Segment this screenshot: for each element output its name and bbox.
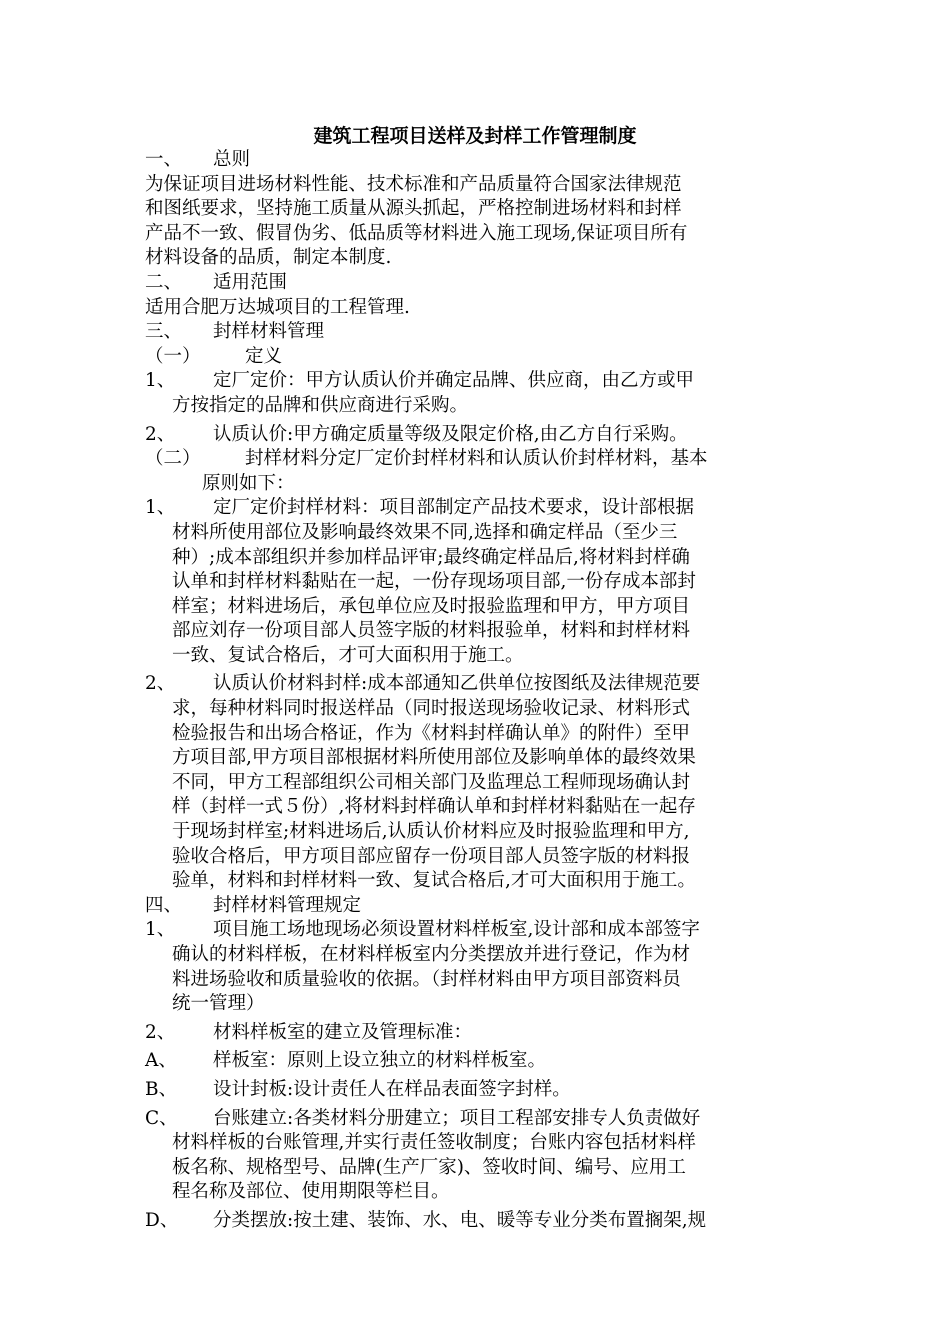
subsection-heading xyxy=(145,447,805,472)
section-heading xyxy=(145,894,805,919)
list-item xyxy=(145,1021,805,1046)
list-item xyxy=(145,1078,805,1103)
list-continuation: 确认的材料样板，在材料样板室内分类摆放并进行登记，作为材 xyxy=(172,944,691,965)
subsection-number: （二） xyxy=(145,448,201,470)
list-text: 设计封板:设计责任人在样品表面签字封样。 xyxy=(213,1078,571,1100)
list-text: 定厂定价：甲方认质认价并确定品牌、供应商，由乙方或甲 xyxy=(213,370,695,392)
section-title: 封样材料管理 xyxy=(213,321,325,343)
list-text: 项目施工场地现场必须设置材料样板室,设计部和成本部签字 xyxy=(213,919,700,941)
list-number: 2、 xyxy=(145,673,176,695)
list-text: 材料样板室的建立及管理标准： xyxy=(213,1021,473,1043)
section-number: 一、 xyxy=(145,149,183,170)
section-heading xyxy=(145,271,805,296)
list-item xyxy=(145,1107,805,1132)
list-text: 认质认价:甲方确定质量等级及限定价格,由乙方自行采购。 xyxy=(213,423,688,445)
section-number: 三、 xyxy=(145,321,183,343)
list-continuation: 样室；材料进场后，承包单位应及时报验监理和甲方，甲方项目 xyxy=(172,595,691,617)
list-continuation: 部应刘存一份项目部人员签字版的材料报验单，材料和封样材料 xyxy=(172,620,691,642)
section-heading xyxy=(145,320,805,345)
list-continuation: 不同，甲方工程部组织公司相关部门及监理总工程师现场确认封 xyxy=(172,771,691,793)
section-number: 二、 xyxy=(145,271,183,293)
list-continuation: 程名称及部位、使用期限等栏目。 xyxy=(172,1181,450,1203)
list-item xyxy=(145,918,805,943)
list-letter: A、 xyxy=(145,1050,177,1072)
list-letter: C、 xyxy=(145,1107,178,1129)
document-title: 建筑工程项目送样及封样工作管理制度 xyxy=(313,125,637,147)
list-continuation: 种）;成本部组织并参加样品评审;最终确定样品后,将材料封样确 xyxy=(172,546,690,568)
list-continuation: 样（封样一式５份）,将材料封样确认单和封样材料黏贴在一起存 xyxy=(172,796,696,818)
list-letter: B、 xyxy=(145,1078,178,1100)
list-continuation: 认单和封样材料黏贴在一起，一份存现场项目部,一份存成本部封 xyxy=(172,571,696,593)
list-number: 1、 xyxy=(145,919,176,941)
list-continuation: 方按指定的品牌和供应商进行采购。 xyxy=(172,394,469,416)
subsection-title: 定义 xyxy=(245,345,283,367)
list-item xyxy=(145,1049,805,1074)
list-continuation: 方项目部,甲方项目部根据材料所使用部位及影响单体的最终效果 xyxy=(172,747,696,769)
list-continuation: 检验报告和出场合格证，作为《材料封样确认单》的附件）至甲 xyxy=(172,722,691,744)
list-letter: D、 xyxy=(145,1209,179,1231)
list-item xyxy=(145,423,805,448)
list-item xyxy=(145,369,805,394)
list-number: 2、 xyxy=(145,423,176,445)
subsection-heading xyxy=(145,345,805,370)
paragraph-line: 为保证项目进场材料性能、技术标准和产品质量符合国家法律规范 xyxy=(145,173,682,195)
list-continuation: 料进场验收和质量验收的依据。（封样材料由甲方项目部资料员 xyxy=(172,968,681,990)
list-text: 定厂定价封样材料：项目部制定产品技术要求，设计部根据 xyxy=(213,497,695,519)
list-text: 台账建立:各类材料分册建立；项目工程部安排专人负责做好 xyxy=(213,1107,701,1129)
section-title: 适用范围 xyxy=(213,271,288,293)
list-continuation: 材料所使用部位及影响最终效果不同,选择和确定样品（至少三 xyxy=(172,521,678,543)
list-number: 2、 xyxy=(145,1021,176,1043)
section-title: 总则 xyxy=(213,149,251,170)
list-continuation: 板名称、规格型号、品牌(生产厂家)、签收时间、编号、应用工 xyxy=(172,1156,686,1178)
list-item xyxy=(145,496,805,521)
subsection-text: 封样材料分定厂定价封样材料和认质认价封样材料，基本 xyxy=(245,448,708,470)
list-continuation: 验收合格后，甲方项目部应留存一份项目部人员签字版的材料报 xyxy=(172,845,691,867)
list-continuation: 一致、复试合格后，才可大面积用于施工。 xyxy=(172,644,524,666)
paragraph-line: 和图纸要求，坚持施工质量从源头抓起，严格控制进场材料和封样 xyxy=(145,198,682,220)
list-item xyxy=(145,1209,805,1234)
list-continuation: 于现场封样室;材料进场后,认质认价材料应及时报验监理和甲方, xyxy=(172,821,690,843)
paragraph-line: 产品不一致、假冒伪劣、低品质等材料进入施工现场,保证项目所有 xyxy=(145,222,688,244)
section-number: 四、 xyxy=(145,894,183,916)
list-number: 1、 xyxy=(145,370,176,392)
list-continuation: 求，每种材料同时报送样品（同时报送现场验收记录、材料形式 xyxy=(172,698,691,720)
list-number: 1、 xyxy=(145,497,176,519)
list-text: 认质认价材料封样:成本部通知乙供单位按图纸及法律规范要 xyxy=(213,673,701,695)
list-text: 分类摆放:按土建、装饰、水、电、暖等专业分类布置搁架,规 xyxy=(213,1209,707,1231)
list-text: 样板室：原则上设立独立的材料样板室。 xyxy=(213,1050,547,1072)
list-item xyxy=(145,672,805,697)
section-title: 封样材料管理规定 xyxy=(213,894,362,916)
paragraph-line: 材料设备的品质，制定本制度. xyxy=(145,247,392,269)
list-continuation: 统一管理） xyxy=(172,993,265,1015)
list-continuation: 材料样板的台账管理,并实行责任签收制度；台账内容包括材料样 xyxy=(172,1132,696,1154)
document-body xyxy=(145,148,805,1234)
list-continuation: 验单，材料和封样材料一致、复试合格后,才可大面积用于施工。 xyxy=(172,870,696,892)
subsection-continuation: 原则如下： xyxy=(202,472,295,494)
paragraph-line: 适用合肥万达城项目的工程管理. xyxy=(145,296,410,318)
subsection-number: （一） xyxy=(145,345,201,367)
section-heading xyxy=(145,148,805,173)
